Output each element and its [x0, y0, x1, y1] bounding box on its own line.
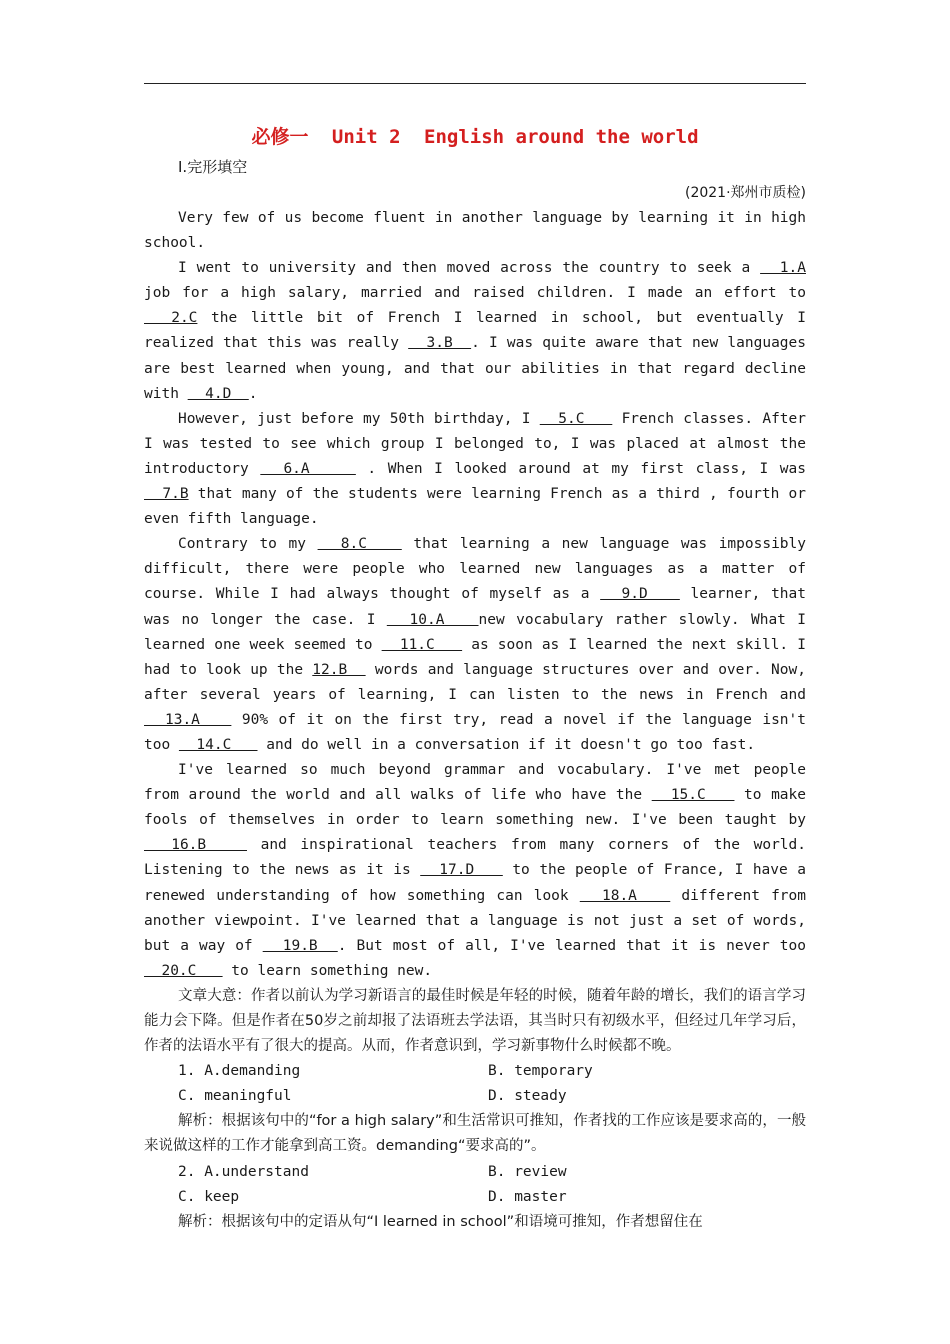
q1-option-b: B. temporary: [488, 1063, 593, 1080]
blank-6: 6.A: [260, 460, 356, 477]
text: .: [248, 385, 258, 402]
text: 90% of it on the first try, read a novel if the language isn't too: [144, 711, 806, 753]
text: . When I looked around at my first class, I was: [355, 460, 806, 477]
text: and do well in a conversation if it doesn't go too fast.: [257, 736, 756, 753]
blank-17: 17.D: [420, 862, 503, 879]
section-heading: Ⅰ.完形填空: [178, 158, 248, 176]
blank-3: 3.B: [408, 335, 472, 352]
blank-9: 9.D: [600, 586, 680, 603]
text: . I was quite aware that new languages are best learned when young, and that our abilities in that regard decline with: [144, 335, 806, 402]
q2-option-a: 2. A.understand: [178, 1163, 309, 1180]
blank-7: 7.B: [144, 486, 189, 503]
blank-15: 15.C: [651, 787, 735, 804]
paragraph-1: Very few of us become fluent in another language by learning it in high school.: [144, 210, 806, 252]
blank-4: 4.D: [187, 385, 249, 402]
summary-paragraph: 文章大意：作者以前认为学习新语言的最佳时候是年轻的时候，随着年龄的增长，我们的语言学习能力会下降。但是作者在50岁之前却报了法语班去学法语，其当时只有初级水平，但经过几年学习后，作者的法语水平有了很大的提高。从而，作者意识到，学习新事物什么时候都不晚。: [144, 987, 806, 1055]
text: and inspirational teachers from many corners of the world. Listening to the news as it is: [144, 837, 806, 879]
text: job for a high salary, married and raised children. I made an effort to: [144, 285, 806, 302]
q1-options-row-2: [144, 1084, 806, 1109]
text: . But most of all, I've learned that it is never too: [337, 937, 806, 954]
text: as soon as I learned the next skill. I had to look up the: [144, 636, 807, 678]
blank-14: 14.C: [178, 736, 258, 753]
q1-option-d: D. steady: [488, 1088, 567, 1105]
q2-options-row-2: [144, 1185, 806, 1210]
q1-option-a: 1. A.demanding: [178, 1063, 301, 1080]
blank-2: 2.C: [144, 310, 198, 327]
text: However, just before my 50th birthday, I: [178, 410, 540, 427]
blank-11: 11.C: [381, 636, 463, 653]
paragraph-3: [144, 407, 806, 532]
paragraph-2: [144, 256, 806, 407]
blank-10: 10.A: [386, 611, 479, 628]
header-rule: [144, 83, 806, 84]
text: to make fools of themselves in order to learn something new. I've been taught by: [144, 787, 806, 829]
document-body: [144, 206, 806, 1235]
q1-analysis: 解析：根据该句中的“for a high salary”和生活常识可推知，作者找的工作应该是要求高的，一般来说做这样的工作才能拿到高工资。demanding“要求高的”。: [144, 1113, 806, 1155]
title-topic: English around the world: [424, 126, 699, 148]
source-note: (2021·郑州市质检): [684, 185, 806, 201]
q2-option-c: C. keep: [178, 1188, 240, 1205]
q2-options-row-1: [144, 1160, 806, 1185]
page-title: [0, 122, 950, 149]
blank-16: 16.B: [144, 837, 247, 854]
blank-20: 20.C: [144, 962, 223, 979]
blank-5: 5.C: [539, 410, 613, 427]
blank-13: 13.A: [144, 711, 232, 728]
q2-analysis: 解析：根据该句中的定语从句“I learned in school”和语境可推知，作者想留住在: [178, 1213, 703, 1230]
title-unit: Unit 2: [331, 126, 401, 148]
title-book: 必修一: [251, 126, 309, 148]
text: to learn something new.: [222, 962, 433, 979]
blank-18: 18.A: [579, 887, 671, 904]
text: Contrary to my: [178, 536, 318, 553]
text: that many of the students were learning French as a third , fourth or even fifth language.: [144, 486, 806, 528]
text: that learning a new language was impossibly difficult, there were people who learned new languages as a matter of course. While I had always thought of myself as a: [144, 536, 807, 603]
text: I've learned so much beyond grammar and vocabulary. I've met people from around the world and all walks of life who have the: [144, 762, 806, 804]
paragraph-4: [144, 532, 806, 758]
blank-19: 19.B: [262, 937, 338, 954]
q2-option-d: D. master: [488, 1188, 567, 1205]
q2-option-b: B. review: [488, 1163, 567, 1180]
q1-option-c: C. meaningful: [178, 1088, 292, 1105]
blank-8: 8.C: [317, 536, 402, 553]
text: French classes. After I was tested to see which group I belonged to, I was placed at almost the introductory: [144, 410, 806, 477]
text: learner, that was no longer the case. I: [144, 586, 806, 628]
paragraph-5: [144, 758, 806, 984]
text: I went to university and then moved across the country to seek a: [178, 260, 761, 277]
text: the little bit of French I learned in school, but eventually I realized that this was really: [144, 310, 806, 352]
text: words and language structures over and over. Now, after several years of learning, I can listen to the news in French and: [144, 661, 806, 703]
text: different from another viewpoint. I've learned that a language is not just a set of words, but a way of: [144, 887, 806, 954]
q1-options-row-1: [144, 1059, 806, 1084]
text: to the people of France, I have a renewed understanding of how something can look: [144, 862, 807, 904]
text: new vocabulary rather slowly. What I learned one week seemed to: [144, 611, 806, 653]
blank-12: 12.B: [312, 661, 366, 678]
blank-1: 1.A: [760, 260, 806, 277]
